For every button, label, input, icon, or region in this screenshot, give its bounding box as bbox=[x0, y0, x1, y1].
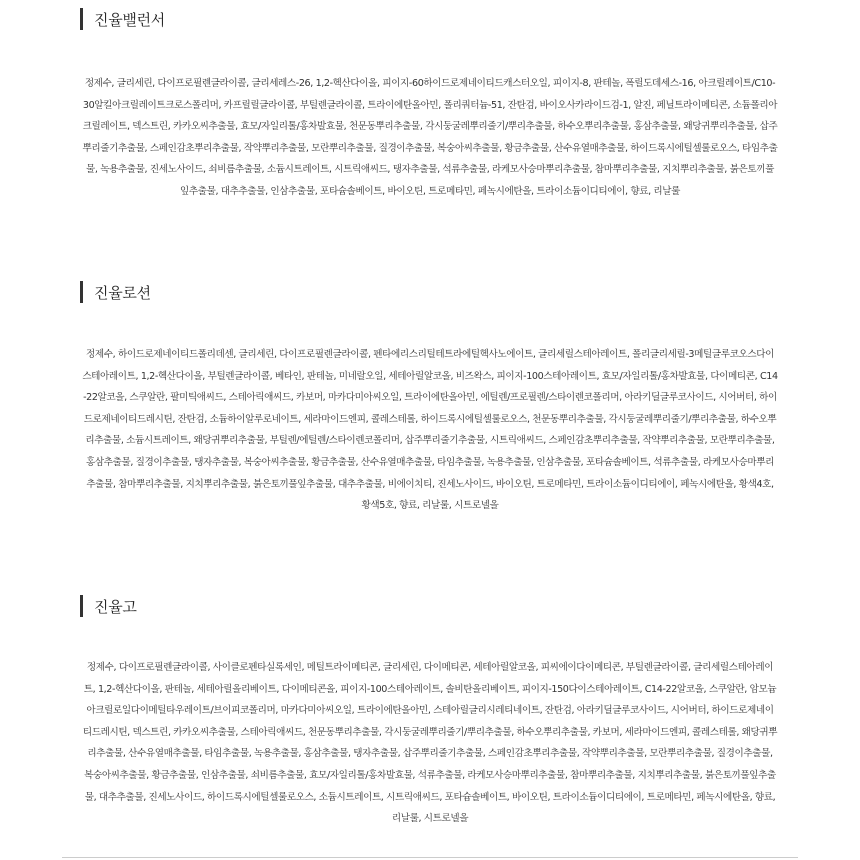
section-title-text: 진율밸런서 bbox=[94, 10, 165, 29]
bottom-divider bbox=[62, 857, 798, 858]
title-bar bbox=[80, 281, 83, 303]
section-title-text: 진율로션 bbox=[94, 283, 151, 302]
ingredient-list: 정제수, 글리세린, 다이프로필렌글라이콜, 글리세레스-26, 1,2-헥산다이올, 피이지-60하이드로제네이티드캐스터오일, 피이지-8, 판테놀, 폭릴도데세스-16, 아크릴레이트/C10-30알킬아크릴레이트크로스폴리머, 카프릴릴글라이콜, 부틸렌글라이콜, 트라이에탄올아민, 폴리쿼터늄-51, 잔탄검, 바이오사카라이드검-1, 알진, 페닐트라이메티콘, 소듐폴리아크릴레이트, 덱스트린, 카카오씨추출물, 효모/자일리톨/홍차발효물, 천문동뿌리추출물, 각시둥굴레뿌리줄기/뿌리추출물, 하수오뿌리추출물, 홍삼추출물, 왜당귀뿌리추출물, 삽주뿌리줄기추출물, 스페인감초뿌리추출물, 작약뿌리추출물, 모란뿌리추출물, 질경이추출물, 복숭아씨추출물, 황금추출물, 산수유열매추출물, 하이드록시에틸셀룰로오스, 타임추출물, 녹용추출물, 진세노사이드, 쇠비름추출물, 소듐시트레이트, 시트릭애씨드, 탱자추출물, 석류추출물, 라케모사승마뿌리추출물, 참마뿌리추출물, 지치뿌리추출물, 붉은토끼풀잎추출물, 대추추출물, 인삼추출물, 포타슘솔베이트, 바이오틴, 트로메타민, 페녹시에탄올, 트라이소듐이디티에이, 향료, 리날룰 bbox=[82, 78, 778, 197]
title-bar bbox=[80, 595, 83, 617]
section-title-text: 진율고 bbox=[94, 597, 137, 616]
ingredient-list: 정제수, 다이프로필렌글라이콜, 사이클로펜타실록세인, 메틸트라이메티콘, 글리세린, 다이메티콘, 세테아릴알코올, 피씨에이다이메티콘, 부틸렌글라이콜, 글리세릴스테아레이트, 1,2-헥산다이올, 판테놀, 세테아릴올리베이트, 다이메티콘올, 피이지-100스테아레이트, 솔비탄올리베이트, 피이지-150다이스테아레이트, C14-22알코올, 스쿠알란, 암모늄아크릴로일다이메틸타우레이트/브이피코폴리머, 마카다미아씨오일, 트라이에탄올아민, 스테아릴글리시레티네이트, 잔탄검, 아라키딜글루코사이드, 시어버터, 하이드로제네이티드레시틴, 덱스트린, 카카오씨추출물, 스테아릭애씨드, 천문동뿌리추출물, 각시둥굴레뿌리줄기/뿌리추출물, 하수오뿌리추출물, 카보머, 세라마이드엔피, 콜레스테롤, 왜당귀뿌리추출물, 산수유열매추출물, 타임추출물, 녹용추출물, 홍삼추출물, 탱자추출물, 삽주뿌리줄기추출물, 스페인감초뿌리추출물, 작약뿌리추출물, 모란뿌리추출물, 질경이추출물, 복숭아씨추출물, 황금추출물, 인삼추출물, 쇠비름추출물, 효모/자일리톨/홍차발효물, 석류추출물, 라케모사승마뿌리추출물, 참마뿌리추출물, 지치뿌리추출물, 붉은토끼풀잎추출물, 대추추출물, 진세노사이드, 하이드록시에틸셀룰로오스, 소듐시트레이트, 시트릭애씨드, 포타슘솔베이트, 바이오틴, 트라이소듐이디티에이, 트로메타민, 페녹시에탄올, 향료, 리날룰, 시트로넬올 bbox=[82, 662, 778, 825]
ingredient-list: 정제수, 하이드로제네이티드폴리데센, 글리세린, 다이프로필렌글라이콜, 펜타에리스리틸테트라에틸헥사노에이트, 글리세릴스테아레이트, 폴리글리세릴-3메틸글루코오스다이스테아레이트, 1,2-헥산다이올, 부틸렌글라이콜, 베타인, 판테놀, 미네랄오일, 세테아릴알코올, 비즈왁스, 피이지-100스테아레이트, 효모/자일리톨/홍차발효물, 다이메티콘, C14-22알코올, 스쿠알란, 팔미틱애씨드, 스테아릭애씨드, 카보머, 마카다미아씨오일, 트라이에탄올아민, 에틸렌/프로필렌/스타이렌코폴리머, 아라키딜글루코사이드, 시어버터, 하이드로제네이티드레시틴, 잔탄검, 소듐하이알루로네이트, 세라마이드엔피, 콜레스테롤, 하이드록시에틸셀룰로오스, 천문동뿌리추출물, 각시둥굴레뿌리줄기/뿌리추출물, 하수오뿌리추출물, 소듐시트레이트, 왜당귀뿌리추출물, 부틸렌/에틸렌/스타이렌코폴리머, 삽주뿌리줄기추출물, 시트릭애씨드, 스페인감초뿌리추출물, 작약뿌리추출물, 모란뿌리추출물, 홍삼추출물, 질경이추출물, 탱자추출물, 복숭아씨추출물, 황금추출물, 산수유열매추출물, 타임추출물, 녹용추출물, 인삼추출물, 포타슘솔베이트, 석류추출물, 라케모사승마뿌리추출물, 참마뿌리추출물, 지치뿌리추출물, 붉은토끼풀잎추출물, 대추추출물, 비에이치티, 진세노사이드, 바이오틴, 트로메타민, 트라이소듐이디티에이, 페녹시에탄올, 황색4호, 황색5호, 향료, 리날룰, 시트로넬올 bbox=[82, 349, 778, 512]
title-bar bbox=[80, 8, 83, 30]
section-title bbox=[80, 7, 165, 31]
section-title bbox=[80, 594, 137, 618]
section-title bbox=[80, 280, 151, 304]
